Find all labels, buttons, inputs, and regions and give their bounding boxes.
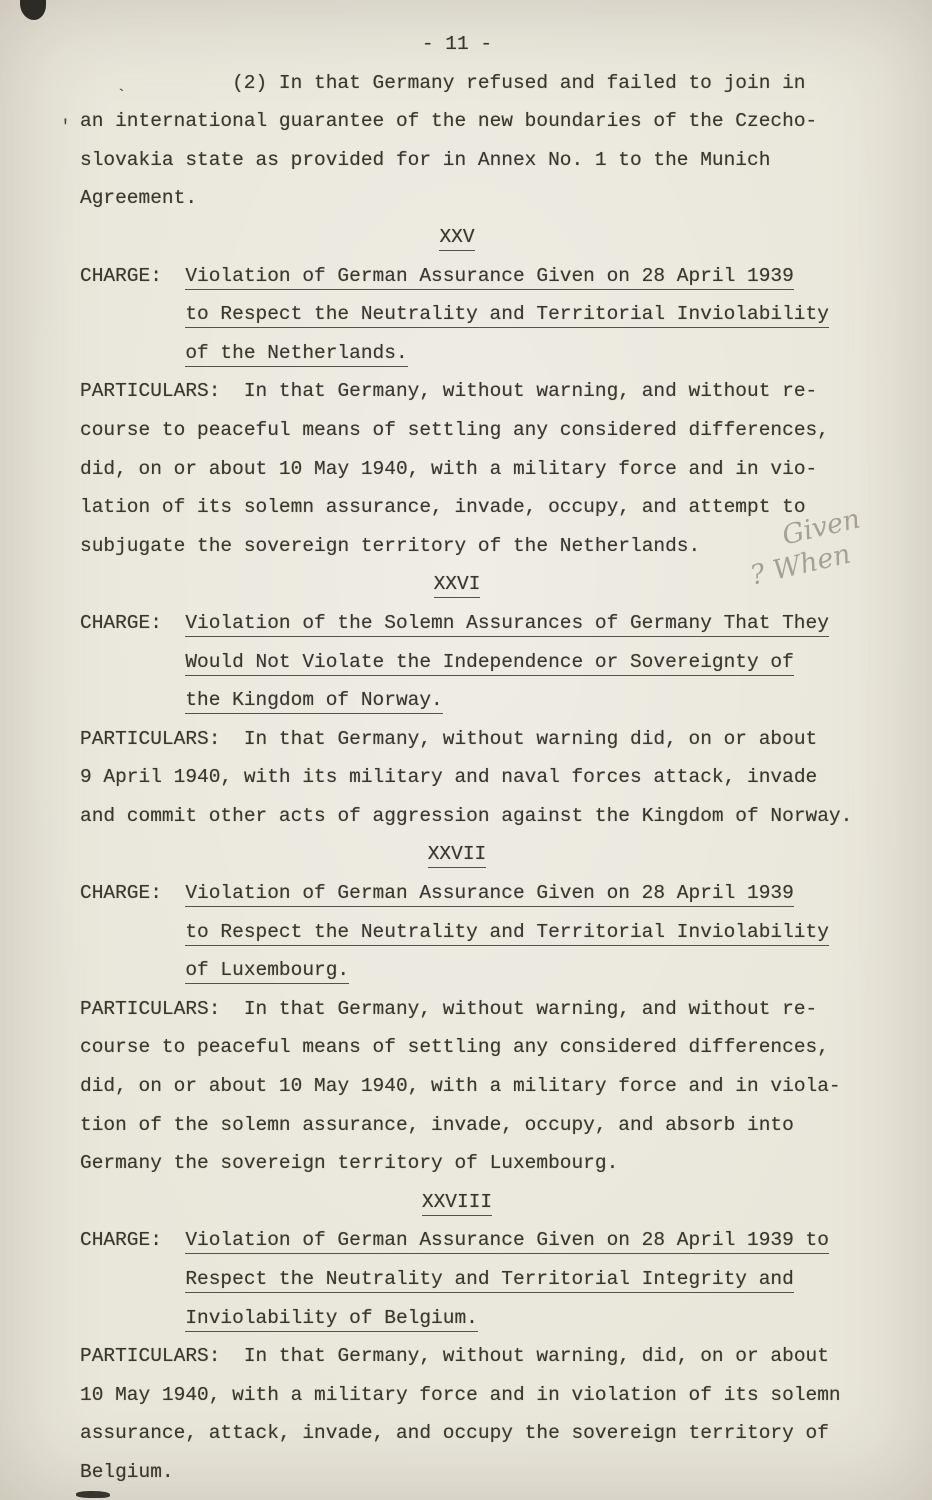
text-line: 10 May 1940, with a military force and in violation of its solemn — [80, 1383, 841, 1406]
text-line: assurance, attack, invade, and occupy the sovereign territory of — [80, 1422, 829, 1445]
stray-mark: ' — [60, 118, 71, 138]
charge-label: CHARGE: — [80, 882, 162, 905]
charge-text: Violation of German Assurance Given on 28 April 1939 — [185, 265, 794, 290]
charge-block — [80, 257, 892, 373]
particulars-label: PARTICULARS: — [80, 727, 221, 750]
charge-line — [185, 1260, 892, 1299]
intro-paragraph — [80, 64, 892, 218]
text-line: slovakia state as provided for in Annex No. 1 to the Munich — [80, 148, 771, 171]
particulars-label: PARTICULARS: — [80, 1345, 221, 1368]
particulars-text: In that Germany, without warning, and without re- — [243, 380, 818, 403]
charge-label: CHARGE: — [80, 1229, 162, 1252]
charge-text: Would Not Violate the Independence or Sovereignty of — [185, 651, 794, 676]
text-line: Agreement. — [80, 187, 198, 210]
particulars-first-line — [80, 372, 892, 411]
section-xxv — [80, 218, 892, 565]
charge-text: Violation of the Solemn Assurances of Germany That They — [185, 612, 829, 637]
charge-text: of the Netherlands. — [185, 342, 407, 367]
charge-line — [185, 604, 892, 643]
section-xxviii — [80, 1183, 892, 1492]
charge-text: Violation of German Assurance Given on 28 April 1939 — [185, 882, 794, 907]
particulars-label: PARTICULARS: — [80, 997, 221, 1020]
section-heading — [80, 835, 892, 874]
charge-line — [185, 295, 892, 334]
charge-block — [80, 1221, 892, 1337]
section-numeral: XXVIII — [422, 1191, 492, 1216]
charge-label: CHARGE: — [80, 264, 162, 287]
particulars-block — [80, 720, 892, 836]
charge-line — [185, 874, 892, 913]
charge-text: the Kingdom of Norway. — [185, 689, 442, 714]
charge-text: of Luxembourg. — [185, 959, 349, 984]
text-line: did, on or about 10 May 1940, with a military force and in vio- — [80, 457, 818, 480]
text-line: course to peaceful means of settling any considered differences, — [80, 418, 829, 441]
charge-line — [185, 257, 892, 296]
annotation-line: Given — [779, 503, 864, 552]
charge-line — [185, 334, 892, 373]
charge-line — [185, 913, 892, 952]
text-line: did, on or about 10 May 1940, with a military force and in viola- — [80, 1075, 841, 1098]
particulars-text: In that Germany, without warning, and without re- — [243, 997, 818, 1020]
annotation-line: ? When — [747, 538, 854, 592]
particulars-text: In that Germany, without warning, did, on or about — [243, 1345, 829, 1368]
charge-line — [185, 951, 892, 990]
charge-line — [185, 1221, 892, 1260]
section-heading — [80, 1183, 892, 1222]
charge-text: to Respect the Neutrality and Territorial Inviolability — [185, 921, 829, 946]
text-line: 9 April 1940, with its military and naval forces attack, invade — [80, 766, 818, 789]
charge-text: Respect the Neutrality and Territorial Integrity and — [185, 1268, 794, 1293]
charge-text: Violation of German Assurance Given on 28 April 1939 to — [185, 1229, 829, 1254]
text-line: Belgium. — [80, 1460, 174, 1483]
charge-block — [80, 874, 892, 990]
section-numeral: XXVII — [428, 843, 487, 868]
text-line: tion of the solemn assurance, invade, occupy, and absorb into — [80, 1113, 794, 1136]
charge-line — [185, 1299, 892, 1338]
charge-line — [185, 681, 892, 720]
particulars-first-line — [80, 1337, 892, 1376]
section-numeral: XXV — [439, 226, 474, 251]
text-line: and commit other acts of aggression against the Kingdom of Norway. — [80, 804, 853, 827]
text-line: an international guarantee of the new boundaries of the Czecho- — [80, 110, 818, 133]
particulars-first-line — [80, 720, 892, 759]
particulars-block — [80, 1337, 892, 1491]
particulars-text: In that Germany, without warning did, on or about — [243, 727, 818, 750]
particulars-label: PARTICULARS: — [80, 380, 221, 403]
page-number: - 11 - — [421, 33, 493, 55]
stray-mark: ` — [116, 88, 127, 108]
text-line: (2) In that Germany refused and failed to join in — [232, 71, 806, 94]
charge-line — [185, 643, 892, 682]
particulars-block — [80, 990, 892, 1183]
section-xxvi — [80, 565, 892, 835]
text-line: subjugate the sovereign territory of the Netherlands. — [80, 534, 701, 557]
section-numeral: XXVI — [434, 573, 481, 598]
section-xxvii — [80, 835, 892, 1182]
text-line: Germany the sovereign territory of Luxembourg. — [80, 1152, 619, 1175]
text-line: course to peaceful means of settling any considered differences, — [80, 1036, 829, 1059]
particulars-first-line — [80, 990, 892, 1029]
charge-block — [80, 604, 892, 720]
charge-text: to Respect the Neutrality and Territorial Inviolability — [185, 303, 829, 328]
charge-text: Inviolability of Belgium. — [185, 1307, 478, 1332]
text-line: lation of its solemn assurance, invade, occupy, and attempt to — [80, 496, 806, 519]
charge-label: CHARGE: — [80, 611, 162, 634]
scan-artifact-bottom-left — [76, 1491, 110, 1498]
section-heading — [80, 218, 892, 257]
